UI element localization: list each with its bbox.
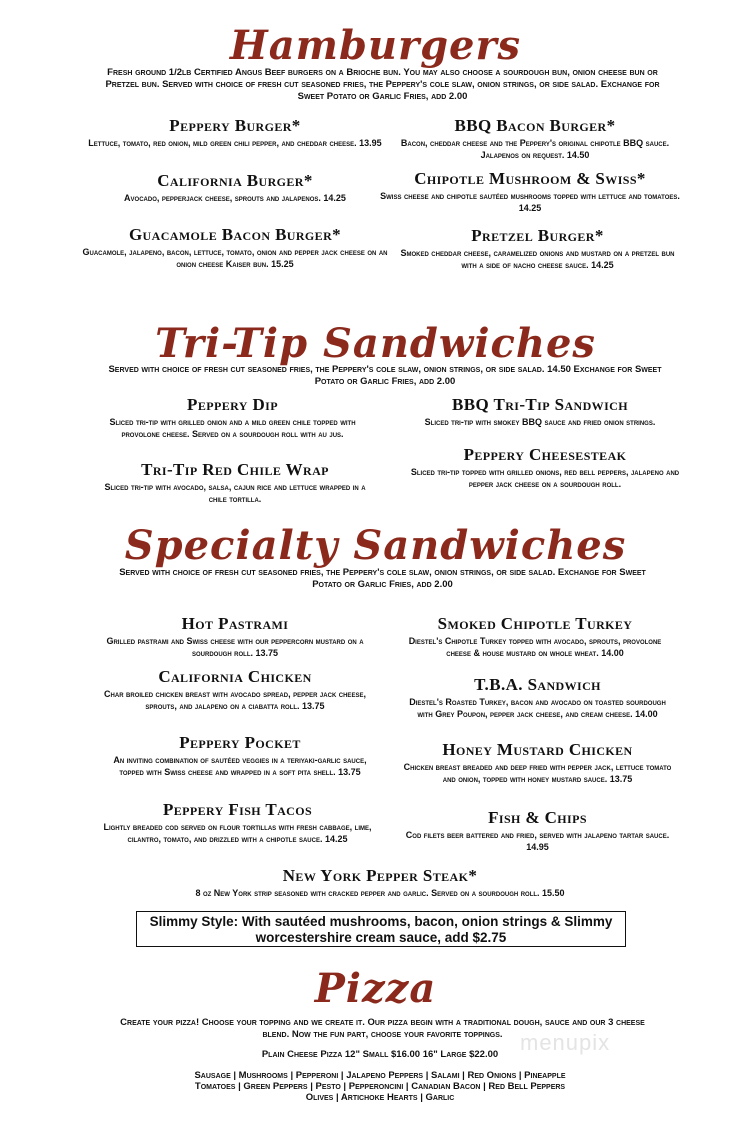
section-title-pizza: Pizza <box>314 965 437 1012</box>
menu-item <box>80 225 390 270</box>
pizza-toppings-line-1: Sausage | Mushrooms | Pepperoni | Jalapeno Peppers | Salami | Red Onions | Pineapple <box>194 1070 566 1081</box>
item-desc: Sliced tri-tip with avocado, salsa, cajun rice and lettuce wrapped in a chile tortilla. <box>104 482 366 504</box>
menu-item <box>85 171 385 205</box>
item-desc: An inviting combination of sautéed veggies in a teriyaki-garlic sauce, topped with Swiss cheese and wrapped in a soft pita shell. 13.75 <box>113 755 367 777</box>
menu-item <box>400 395 680 429</box>
menu-item <box>390 116 680 161</box>
pizza-toppings-line-3: Olives | Artichoke Hearts | Garlic <box>305 1092 455 1103</box>
item-desc: Smoked cheddar cheese, caramelized onions and mustard on a pretzel bun with a side of nacho cheese sauce. 14.25 <box>400 248 675 270</box>
item-name: California Chicken <box>158 667 312 686</box>
item-desc: Lightly breaded cod served on flour tortillas with fresh cabbage, lime, cilantro, tomato, and drizzled with a chipotle sauce. 14.25 <box>103 822 372 844</box>
item-desc: Char broiled chicken breast with avocado spread, pepper jack cheese, sprouts, and jalapeno on a ciabatta roll. 13.75 <box>104 689 366 711</box>
menu-item <box>400 740 675 785</box>
menu-item <box>405 808 670 853</box>
slimmy-style-box: Slimmy Style: With sautéed mushrooms, bacon, onion strings & Slimmy worcestershire cream sauce, add $2.75 <box>136 911 626 947</box>
menu-item <box>110 733 370 778</box>
watermark: menupix <box>520 1030 611 1055</box>
pizza-intro: Create your pizza! Choose your topping and we create it. Our pizza begin with a traditional dough, sauce and our 3 cheese blend. Now the fun part, choose your favorite toppings. <box>120 1017 645 1040</box>
item-name: Guacamole Bacon Burger* <box>128 225 342 244</box>
item-name: BBQ Bacon Burger* <box>454 116 616 135</box>
menu-item <box>375 169 685 214</box>
menu-item <box>95 667 375 712</box>
menu-item <box>400 445 690 490</box>
item-name: Chipotle Mushroom & Swiss* <box>414 169 646 188</box>
item-name: Hot Pastrami <box>181 614 289 633</box>
item-desc: Guacamole, jalapeno, bacon, lettuce, tomato, onion and pepper jack cheese on an onion cheese Kaiser bun. 15.25 <box>82 247 388 269</box>
item-name: Peppery Dip <box>187 395 278 414</box>
menu-item <box>395 226 680 271</box>
item-name: Fish & Chips <box>488 808 587 827</box>
item-name: New York Pepper Steak* <box>282 866 478 885</box>
pizza-toppings-line-2: Tomatoes | Green Peppers | Pesto | Pepperoncini | Canadian Bacon | Red Bell Peppers <box>194 1081 566 1092</box>
menu-item <box>95 460 375 505</box>
item-desc: Sliced tri-tip topped with grilled onions, red bell peppers, jalapeno and pepper jack cheese on a sourdough roll. <box>410 467 680 489</box>
tritip-intro: Served with choice of fresh cut seasoned fries, the Peppery's cole slaw, onion strings, or side salad. 14.50 Exchange for Sweet Potato or Garlic Fries, add 2.00 <box>108 364 662 387</box>
item-desc: Bacon, cheddar cheese and the Peppery's original chipotle BBQ sauce. Jalapenos on request. 14.50 <box>400 138 670 160</box>
item-desc: Sliced tri-tip with smokey BBQ sauce and fried onion strings. <box>424 417 656 427</box>
section-title-tritip: Tri-Tip Sandwiches <box>155 320 596 367</box>
item-name: Pretzel Burger* <box>471 226 604 245</box>
item-desc: Avocado, pepperjack cheese, sprouts and jalapenos. 14.25 <box>124 193 346 203</box>
menu-item <box>100 866 660 900</box>
item-name: T.B.A. Sandwich <box>474 675 601 694</box>
menu-item <box>400 614 670 659</box>
item-name: Peppery Pocket <box>179 733 301 752</box>
item-desc: Lettuce, tomato, red onion, mild green chili pepper, and cheddar cheese. 13.95 <box>88 138 382 148</box>
item-name: BBQ Tri-Tip Sandwich <box>452 395 628 414</box>
item-name: Tri-Tip Red Chile Wrap <box>141 460 329 479</box>
menu-item <box>95 395 370 440</box>
item-name: Honey Mustard Chicken <box>442 740 633 759</box>
item-desc: Grilled pastrami and Swiss cheese with our peppercorn mustard on a sourdough roll. 13.75 <box>106 636 364 658</box>
item-name: Smoked Chipotle Turkey <box>437 614 633 633</box>
menu-item <box>405 675 670 720</box>
menu-item <box>100 614 370 659</box>
item-name: Peppery Burger* <box>169 116 301 135</box>
hamburgers-intro: Fresh ground 1/2lb Certified Angus Beef burgers on a Brioche bun. You may also choose a sourdough bun, onion cheese bun or Pretzel bun. Served with choice of fresh cut seasoned fries, the Peppery's cole slaw, onion strings, or side salad. Exchange for Sweet Potato or Garlic Fries, add 2.00 <box>105 67 660 102</box>
item-name: Peppery Fish Tacos <box>162 800 313 819</box>
item-desc: Cod filets beer battered and fried, served with jalapeno tartar sauce. 14.95 <box>405 830 670 852</box>
menu-item <box>85 116 385 150</box>
item-desc: Chicken breast breaded and deep fried with pepper jack, lettuce tomato and onion, topped with honey mustard sauce. 13.75 <box>403 762 672 784</box>
item-desc: Swiss cheese and chipotle sautéed mushrooms topped with lettuce and tomatoes. 14.25 <box>380 191 680 213</box>
specialty-intro: Served with choice of fresh cut seasoned fries, the Peppery's cole slaw, onion strings, or side salad. Exchange for Sweet Potato or Garlic Fries, add 2.00 <box>119 567 646 590</box>
item-desc: Diestel's Roasted Turkey, bacon and avocado on toasted sourdough with Grey Poupon, pepper jack cheese, and cream cheese. 14.00 <box>409 697 666 719</box>
section-title-hamburgers: Hamburgers <box>229 22 522 69</box>
item-desc: Sliced tri-tip with grilled onion and a mild green chile topped with provolone cheese. Served on a sourdough roll with au jus. <box>109 417 356 439</box>
item-name: California Burger* <box>157 171 313 190</box>
item-desc: 8 oz New York strip seasoned with cracked pepper and garlic. Served on a sourdough roll. 15.50 <box>195 888 565 898</box>
section-title-specialty: Specialty Sandwiches <box>124 522 627 569</box>
item-desc: Diestel's Chipotle Turkey topped with avocado, sprouts, provolone cheese & house mustard on whole wheat. 14.00 <box>408 636 662 658</box>
pizza-prices: Plain Cheese Pizza 12" Small $16.00 16" Large $22.00 <box>261 1049 499 1060</box>
menu-item <box>100 800 375 845</box>
item-name: Peppery Cheesesteak <box>463 445 627 464</box>
